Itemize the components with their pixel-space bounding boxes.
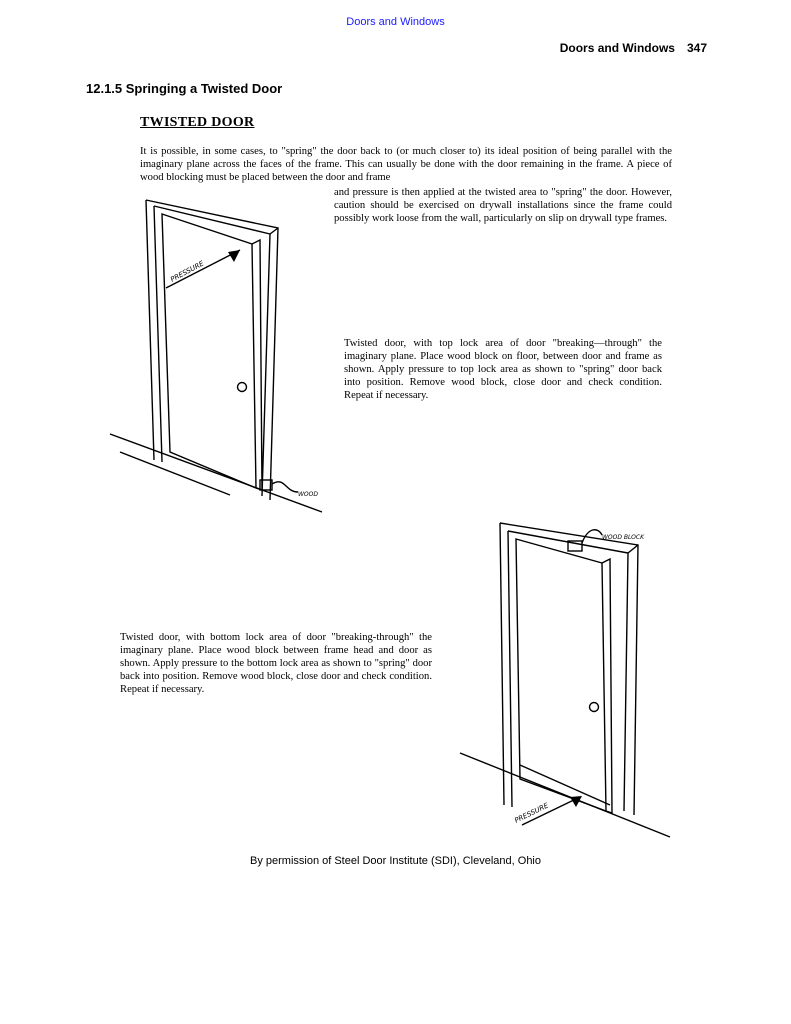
figure-title: TWISTED DOOR — [140, 115, 255, 130]
wood-block-label-bottom: WOOD BLOCK — [602, 534, 645, 541]
running-header — [560, 41, 707, 55]
twisted-door-top-illustration — [110, 190, 340, 520]
permission-credit: By permission of Steel Door Institute (SDI), Cleveland, Ohio — [249, 855, 541, 867]
twisted-door-bottom-illustration — [460, 515, 680, 845]
caption-top: Twisted door, with top lock area of door "breaking—through" the imaginary plane. Place wood block on floor, between door and frame as shown. Apply pressure to top lock area as shown to "spring" door back into position. Remove wood block, close door and check condition. Repeat if necessary. — [344, 338, 662, 401]
header-link[interactable]: Doors and Windows — [346, 16, 445, 28]
wood-label-top: WOOD — [298, 491, 318, 498]
pressure-label-bottom: PRESSURE — [513, 801, 550, 825]
intro-paragraph-part1: It is possible, in some cases, to "spring" the door back to (or much closer to) its ideal position of being parallel with the imaginary plane across the faces of the frame. This can usually be done with the door remaining in the frame. A piece of wood blocking must be placed between the door and frame — [140, 146, 672, 183]
caption-bottom: Twisted door, with bottom lock area of door "breaking-through" the imaginary plane. Place wood block between frame head and door as shown. Apply pressure to the bottom lock area as shown to "spring" door back into position. Remove wood block, close door and check condition. Repeat if necessary. — [120, 632, 432, 695]
section-title: 12.1.5 Springing a Twisted Door — [86, 81, 283, 96]
intro-paragraph-part2: and pressure is then applied at the twisted area to "spring" the door. However, caution should be exercised on drywall installations since the frame could possibly work loose from the wall, particularly on slip on drywall type frames. — [334, 187, 672, 224]
page-number: 347 — [686, 41, 707, 55]
running-title: Doors and Windows — [559, 41, 675, 55]
pressure-label-top: PRESSURE — [169, 259, 206, 284]
